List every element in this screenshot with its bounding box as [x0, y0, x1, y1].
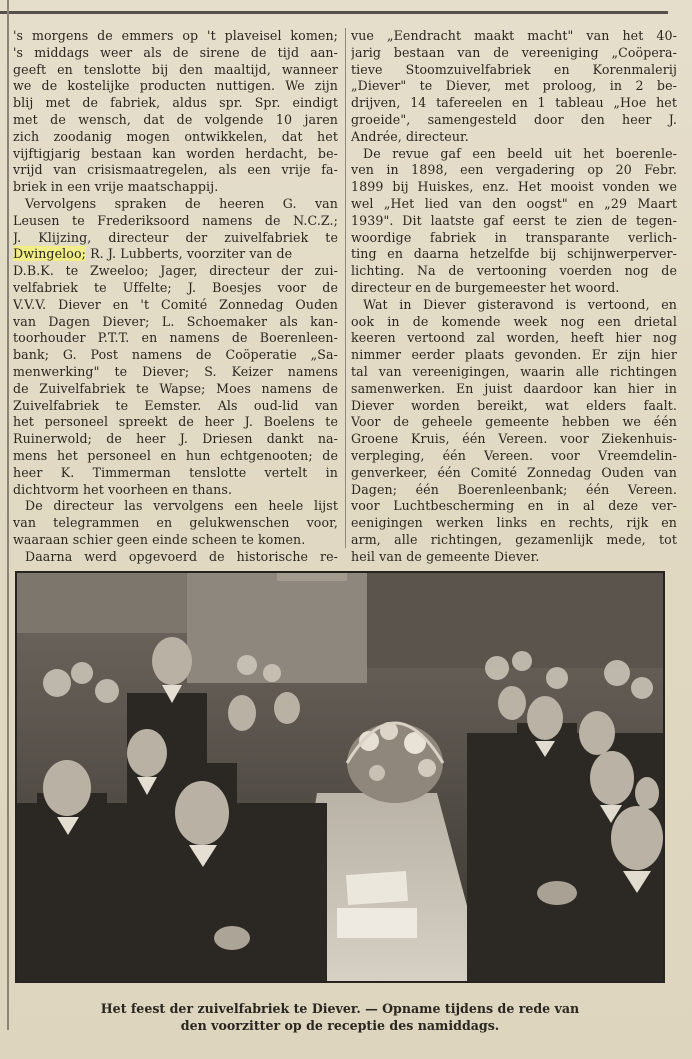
text-line: velfabriek te Uffelte; J. Boesjes voor de [13, 279, 338, 295]
text-line: briek in een vrije maatschappij. [13, 179, 219, 195]
text-line: het personeel spreekt de heer J. Boelens te [13, 414, 338, 430]
photo-illustration [17, 573, 663, 981]
text-line: groeide", samengesteld door den heer J. [351, 111, 677, 127]
text-line: 's morgens de emmers op 't plaveisel komen; [13, 28, 338, 43]
text-line: zich zoodanig mogen ontwikkelen, dat het [13, 128, 338, 144]
text-line: Groene Kruis, één Vereen. voor Ziekenhuis- [351, 431, 677, 447]
text-line: woordige fabriek in transparante verlich- [351, 229, 677, 245]
text-line: van telegrammen en gelukwenschen voor, [13, 515, 338, 531]
text-line: J. Klijzing, directeur der zuivelfabriek te [13, 229, 338, 245]
text-line: Andrée, directeur. [351, 128, 469, 144]
text-line: eenigingen werken links en rechts, rijk en [351, 515, 677, 531]
text-line: De directeur las vervolgens een heele lijst [25, 498, 338, 514]
text-line: tieve Stoomzuivelfabriek en Korenmalerij [351, 61, 677, 77]
text-line: voor Luchtbescherming en in al deze ver- [351, 498, 677, 514]
text-line: vijftigjarig bestaan kan worden herdacht, be- [13, 145, 338, 161]
photo-caption [20, 1000, 660, 1034]
top-border-rule [0, 11, 668, 14]
article-right-column [351, 28, 677, 566]
text-line: Diever worden bereikt, wat elders faalt. [351, 397, 677, 413]
text-line: Voor de geheele gemeente hebben we één [351, 414, 677, 430]
text-line: 's middags weer als de sirene de tijd aan- [13, 44, 338, 60]
text-line: vrijd van crisismaatregelen, als een vrije fa- [13, 162, 338, 178]
text-line: Dagen; één Boerenleenbank; één Vereen. [351, 481, 677, 497]
text-line: tal van vereenigingen, waarin alle richtingen [351, 363, 677, 379]
text-line: Leusen te Frederiksoord namens de N.C.Z.; [13, 212, 338, 228]
text-line: jarig bestaan van de vereeniging „Coöpera- [351, 44, 677, 60]
column-separator-rule [345, 28, 346, 548]
text-line: Wat in Diever gisteravond is vertoond, en [363, 296, 677, 312]
caption-line-1: Het feest der zuivelfabriek te Diever. — Opname tijdens de rede van [100, 1001, 580, 1016]
text-line: keeren vertoond zal worden, heeft hier nog [351, 330, 677, 346]
text-line: De revue gaf een beeld uit het boerenle- [363, 145, 677, 161]
text-line: ven in 1898, een vergadering op 20 Febr. [351, 162, 677, 178]
text-line: Vervolgens spraken de heeren G. van [25, 195, 338, 211]
text-line: geeft en tenslotte bij den maaltijd, wanneer [13, 61, 338, 77]
text-line: dichtvorm het voorheen en thans. [13, 481, 233, 497]
text-line: samenwerken. En juist daardoor kan hier in [351, 380, 677, 396]
text-line: „Diever" te Diever, met proloog, in 2 be- [351, 78, 677, 94]
text-line: de Zuivelfabriek te Wapse; Moes namens de [13, 380, 338, 396]
text-line: directeur en de burgemeester het woord. [351, 279, 620, 295]
text-line: 1899 bij Huiskes, enz. Het mooist vonden we [351, 179, 677, 195]
text-line: Daarna werd opgevoerd de historische re- [25, 548, 338, 564]
text-line: drijven, 14 tafereelen en 1 tableau „Hoe het [351, 95, 677, 111]
text-line: met de wensch, dat de volgende 10 jaren [13, 111, 338, 127]
article-left-column [13, 28, 338, 566]
text-line: lichting. Na de vertooning voerden nog de [351, 263, 677, 279]
left-margin-rule [7, 0, 9, 1030]
reception-photograph [15, 571, 665, 983]
text-line: ting en daarna hetzelfde bij schijnwerperver- [351, 246, 677, 262]
text-line: bank; G. Post namens de Coöperatie „Sa- [13, 347, 338, 363]
text-line: Ruinerwold; de heer J. Driesen dankt na- [13, 431, 338, 447]
text-line: blij met de fabriek, aldus spr. Spr. eindigt [13, 95, 338, 111]
text-line: vue „Eendracht maakt macht" van het 40- [351, 28, 677, 43]
text-line: nimmer eerder plaats gevonden. Er zijn hier [351, 347, 677, 363]
text-line: menwerking" te Diever; S. Keizer namens [13, 363, 338, 379]
text-line: Zuivelfabriek te Eemster. Als oud-lid van [13, 397, 338, 413]
text-line: heer K. Timmerman tenslotte vertelt in [13, 464, 338, 480]
caption-line-2: den voorzitter op de receptie des namiddags. [180, 1018, 500, 1033]
text-line: toorhouder P.T.T. en namens de Boerenleen- [13, 330, 338, 346]
text-line [13, 246, 338, 263]
text-line: mens het personeel en hun echtgenooten; de [13, 447, 338, 463]
text-line: waaraan schier geen einde scheen te komen. [13, 531, 306, 547]
text-line: genverkeer, één Comité Zonnedag Ouden van [351, 464, 677, 480]
line-remainder: R. J. Lubberts, voorziter van de [85, 246, 293, 262]
text-line: arm, alle richtingen, gezamenlijk mede, tot [351, 531, 677, 547]
text-line: V.V.V. Diever en 't Comité Zonnedag Ouden [13, 296, 338, 312]
text-line: verpleging, één Vereen. voor Vreemdelin- [351, 447, 677, 463]
text-line: 1939". Dit laatste gaf eerst te zien de tegen- [351, 212, 677, 228]
text-line: heil van de gemeente Diever. [351, 548, 540, 564]
text-line: van Dagen Diever; L. Schoemaker als kan- [13, 313, 338, 329]
text-line: wel „Het lied van den oogst" en „29 Maart [351, 195, 677, 211]
text-line: D.B.K. te Zweeloo; Jager, directeur der zui- [13, 263, 338, 279]
text-line: we de kostelijke producten nuttigen. We zijn [13, 78, 338, 94]
highlighted-word: Dwingeloo; [13, 246, 86, 262]
text-line: ook in de komende week nog een drietal [351, 313, 677, 329]
